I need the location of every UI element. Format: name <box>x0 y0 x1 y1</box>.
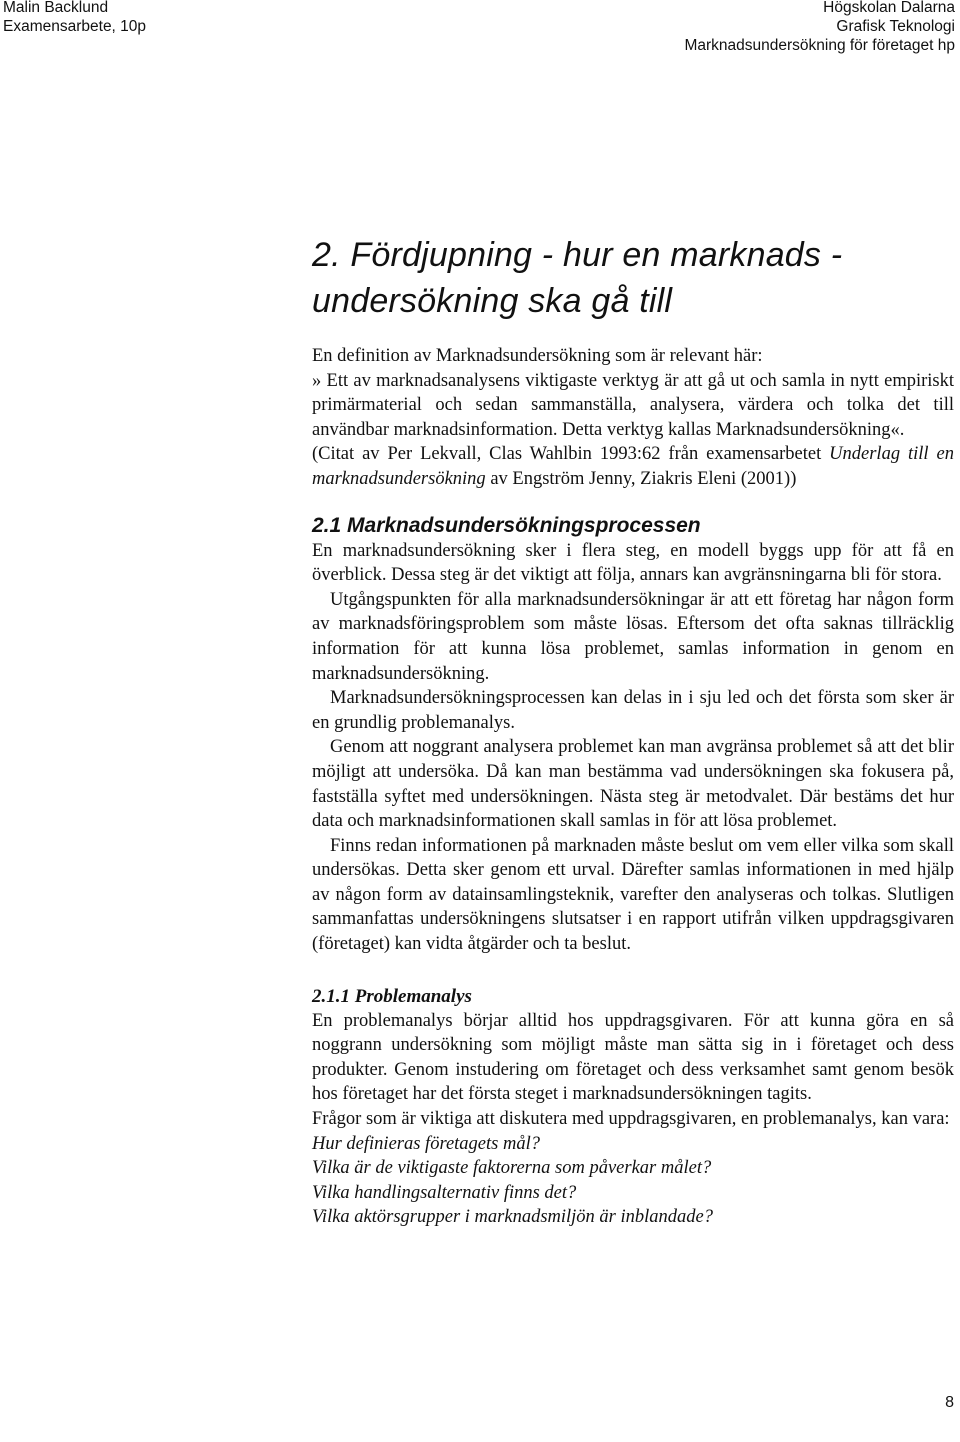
section-2-1-paragraph-3: Marknadsundersökningsprocessen kan delas in i sju led och det första som sker är en grundlig problemanalys. <box>312 688 954 733</box>
section-heading-2-1: 2.1 Marknadsundersökningsprocessen <box>312 513 701 537</box>
definition-lead: En definition av Marknadsundersökning som är relevant här: <box>312 346 763 366</box>
header-course: Examensarbete, 10p <box>3 18 147 35</box>
chapter-title-line-2: undersökning ska gå till <box>312 282 673 320</box>
definition-quote: » Ett av marknadsanalysens viktigaste verktyg är att gå ut och samla in nytt empiriskt primärmaterial och sedan sammanställa, analysera, värdera och tolka det till användbar marknadsinformation. Detta verktyg kallas Marknadsundersökning«. <box>312 370 954 440</box>
question-item: Vilka är de viktigaste faktorerna som påverkar målet? <box>312 1158 712 1179</box>
header-topic: Marknadsundersökning för företaget hp <box>684 37 955 54</box>
header-left <box>3 0 146 36</box>
section-2-1-1-paragraph-1: En problemanalys börjar alltid hos uppdragsgivaren. För att kunna göra en så noggrann undersökning som möjligt måste man sätta sig in i företaget och dess produkter. Genom instudering om företaget och dess verksamhet samt genom besök hos företaget har det första steget i marknadsundersökningen tagits. <box>312 1010 954 1105</box>
section-2-1-1-paragraph-2: Frågor som är viktiga att diskutera med uppdragsgivaren, en problemanalys, kan vara: <box>312 1109 950 1130</box>
question-item: Hur definieras företagets mål? <box>312 1133 540 1154</box>
chapter-title-line-1: 2. Fördjupning - hur en marknads - <box>312 236 843 274</box>
question-item: Vilka aktörsgrupper i marknadsmiljön är inblandade? <box>312 1207 713 1228</box>
main-content <box>312 232 954 1230</box>
question-item: Vilka handlingsalternativ finns det? <box>312 1182 577 1203</box>
header-right <box>684 0 955 55</box>
page-number: 8 <box>945 1394 954 1411</box>
section-2-1-paragraph-2: Utgångspunkten för alla marknadsundersökningar är att ett företag har någon form av marknadsföringsproblem som måste lösas. Eftersom det ofta saknas tillräcklig information för att kunna lösa problemet, samlas information in genom en marknadsundersökning. <box>312 589 954 684</box>
header-department: Grafisk Teknologi <box>836 18 955 35</box>
section-2-1-paragraph-5: Finns redan informationen på marknaden måste beslut om vem eller vilka som skall undersökas. Detta sker genom ett urval. Därefter samlas informationen in med hjälp av någon form av datainsamlingsteknik, varefter den analyseras och tolkas. Slutligen sammanfattas undersökningens slutsatser i en rapport utifrån vilken uppdragsgivaren (företaget) kan vidta åtgärder och ta beslut. <box>312 835 954 955</box>
citation-title: Underlag till en marknadsundersökning <box>312 444 954 489</box>
citation-source: (Citat av Per Lekvall, Clas Wahlbin 1993:62 från examensarbetet <box>312 444 830 465</box>
citation <box>312 442 954 491</box>
section-heading-2-1-1: 2.1.1 Problemanalys <box>312 985 472 1007</box>
question-list <box>312 1132 954 1230</box>
section-2-1-paragraph-1: En marknadsundersökning sker i flera steg, en modell byggs upp för att få en överblick. Dessa steg är det viktigt att följa, annars kan avgränsningarna bli för stora. <box>312 540 954 586</box>
header-school: Högskolan Dalarna <box>823 0 955 16</box>
header-author: Malin Backlund <box>3 0 109 16</box>
citation-authors: av Engström Jenny, Ziakris Eleni (2001)) <box>485 468 797 489</box>
section-2-1-paragraph-4: Genom att noggrant analysera problemet kan man avgränsa problemet så att det blir möjligt att undersöka. Då kan man bestämma vad undersökningen ska fokusera på, fastställa syftet med undersökningen. Nästa steg är metodvalet. Där bestäms det hur data och marknadsinformationen skall samlas in för att lösa problemet. <box>312 737 954 832</box>
chapter-title <box>312 232 954 324</box>
